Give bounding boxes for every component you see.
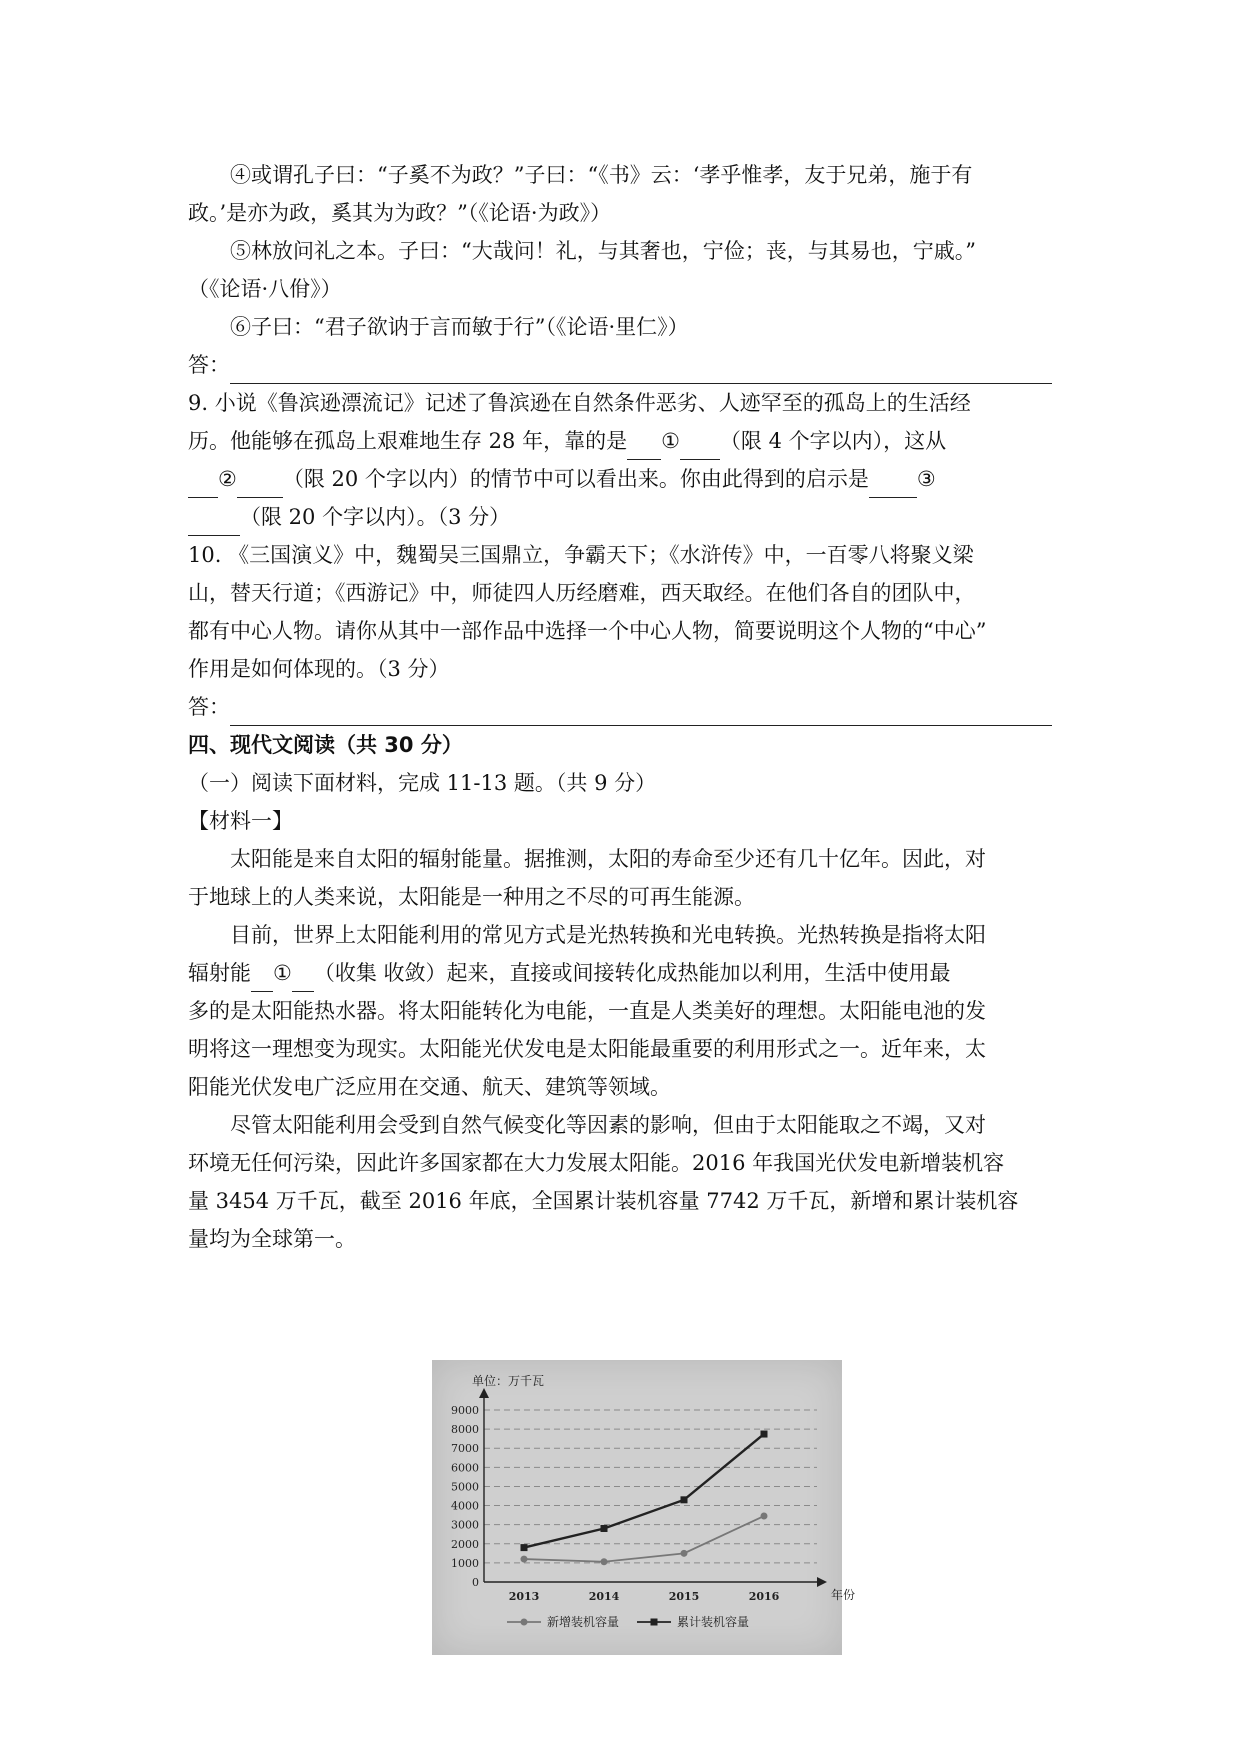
data-point [761, 1512, 768, 1519]
blank-rule[interactable] [251, 965, 273, 992]
x-axis-arrow [817, 1577, 827, 1587]
legend-marker [521, 1619, 528, 1626]
material-label: 【材料一】 [188, 809, 293, 833]
paragraph-line: 阳能光伏发电广泛应用在交通、航天、建筑等领域。 [188, 1075, 671, 1099]
sub-heading: （一）阅读下面材料，完成 11-13 题。（共 9 分） [188, 771, 657, 795]
paragraph-line: 多的是太阳能热水器。将太阳能转化为电能，一直是人类美好的理想。太阳能电池的发 [188, 999, 986, 1023]
legend-label: 新增装机容量 [547, 1615, 620, 1629]
q8-item5-line1: ⑤林放问礼之本。子曰：“大哉问！礼，与其奢也，宁俭；丧，与其易也，宁戚。” [230, 239, 976, 263]
q8-answer-row [188, 346, 1052, 384]
q9-line4 [188, 498, 1052, 536]
blank-marker: ③ [916, 467, 936, 491]
q10-line1: 10. 《三国演义》中，魏蜀吴三国鼎立，争霸天下；《水浒传》中，一百零八将聚义梁 [188, 543, 974, 567]
answer-label: 答： [188, 695, 230, 719]
y-tick-label: 7000 [451, 1442, 479, 1456]
y-tick-label: 6000 [451, 1461, 479, 1475]
data-point [681, 1550, 688, 1557]
y-tick-label: 0 [472, 1576, 479, 1589]
paragraph-line [188, 954, 1052, 992]
legend-label: 累计装机容量 [677, 1615, 750, 1629]
data-point [761, 1431, 768, 1438]
q9-line3 [188, 460, 1052, 498]
y-axis-arrow [479, 1388, 489, 1398]
answer-label: 答： [188, 353, 230, 377]
paragraph-line: 量均为全球第一。 [188, 1227, 356, 1251]
blank-marker: ① [661, 429, 680, 453]
x-tick-label: 2013 [508, 1590, 540, 1603]
data-point [521, 1556, 528, 1563]
unit-label: 单位：万千瓦 [472, 1374, 545, 1388]
q8-item5-line2: （《论语·八佾》） [188, 277, 342, 301]
q9-text: 历。他能够在孤岛上艰难地生存 28 年，靠的是 [188, 429, 628, 453]
series-line [524, 1434, 764, 1548]
paragraph-line: 目前，世界上太阳能利用的常见方式是光热转换和光电转换。光热转换是指将太阳 [230, 923, 986, 947]
x-tick-label: 2015 [668, 1590, 700, 1603]
paragraph-text: （收集 收敛）起来，直接或间接转化成热能加以利用，生活中使用最 [313, 961, 951, 985]
q10-line4: 作用是如何体现的。（3 分） [188, 657, 450, 681]
paragraph-line: 太阳能是来自太阳的辐射能量。据推测，太阳的寿命至少还有几十亿年。因此，对 [230, 847, 986, 871]
y-tick-label: 5000 [451, 1480, 479, 1494]
blank-rule[interactable] [292, 965, 314, 992]
y-tick-label: 9000 [451, 1404, 479, 1417]
blank-marker: ② [218, 467, 237, 491]
paragraph-line: 明将这一理想变为现实。太阳能光伏发电是太阳能最重要的利用形式之一。近年来，太 [188, 1037, 986, 1061]
q9-text: （限 20 个字以内）。（3 分） [240, 505, 511, 529]
paragraph-text: 辐射能 [188, 961, 251, 985]
blank-marker: ① [273, 961, 292, 985]
y-tick-label: 1000 [451, 1556, 479, 1570]
paragraph-line: 于地球上的人类来说，太阳能是一种用之不尽的可再生能源。 [188, 885, 755, 909]
answer-line[interactable] [230, 357, 1052, 384]
data-point [681, 1496, 688, 1503]
q9-line2 [188, 422, 1052, 460]
q9-text: （限 20 个字以内）的情节中可以看出来。你由此得到的启示是 [282, 467, 869, 491]
legend-marker [651, 1619, 658, 1626]
data-point [601, 1525, 608, 1532]
blank-rule[interactable] [188, 509, 240, 536]
q9-line1: 9. 小说《鲁滨逊漂流记》记述了鲁滨逊在自然条件恶劣、人迹罕至的孤岛上的生活经 [188, 391, 971, 415]
blank-rule[interactable] [237, 471, 283, 498]
q10-line2: 山，替天行道；《西游记》中，师徒四人历经磨难，西天取经。在他们各自的团队中， [188, 581, 976, 605]
data-point [601, 1558, 608, 1565]
q8-item4-line2: 政。’是亦为政，奚其为为政？”（《论语·为政》） [188, 201, 612, 225]
exam-page [188, 156, 1052, 1258]
blank-rule[interactable] [627, 433, 661, 460]
paragraph-line: 量 3454 万千瓦，截至 2016 年底，全国累计装机容量 7742 万千瓦，新增和累计装机容 [188, 1189, 1019, 1213]
x-tick-label: 2016 [748, 1590, 780, 1603]
y-tick-label: 3000 [451, 1518, 479, 1532]
chart-svg [432, 1360, 856, 1655]
data-point [521, 1544, 528, 1551]
y-tick-label: 2000 [451, 1537, 479, 1551]
paragraph-line: 尽管太阳能利用会受到自然气候变化等因素的影响，但由于太阳能取之不竭，又对 [230, 1113, 986, 1137]
q8-item4-line1: ④或谓孔子曰：“子奚不为政？”子曰：“《书》云：‘孝乎惟孝，友于兄弟，施于有 [230, 163, 973, 187]
blank-rule[interactable] [188, 471, 218, 498]
answer-line[interactable] [230, 699, 1052, 726]
q10-line3: 都有中心人物。请你从其中一部作品中选择一个中心人物，简要说明这个人物的“中心” [188, 619, 987, 643]
x-tick-label: 2014 [588, 1590, 620, 1603]
capacity-chart [432, 1360, 856, 1655]
q8-item6: ⑥子曰：“君子欲讷于言而敏于行”（《论语·里仁》） [230, 315, 689, 339]
x-unit-label: 年份 [831, 1588, 856, 1602]
paragraph-line: 环境无任何污染，因此许多国家都在大力发展太阳能。2016 年我国光伏发电新增装机容 [188, 1151, 1005, 1175]
q9-text: （限 4 个字以内），这从 [719, 429, 947, 453]
y-tick-label: 4000 [451, 1499, 479, 1513]
blank-rule[interactable] [869, 471, 917, 498]
section-heading: 四、现代文阅读（共 30 分） [188, 733, 463, 757]
y-tick-label: 8000 [451, 1423, 479, 1437]
blank-rule[interactable] [680, 433, 720, 460]
q10-answer-row [188, 688, 1052, 726]
